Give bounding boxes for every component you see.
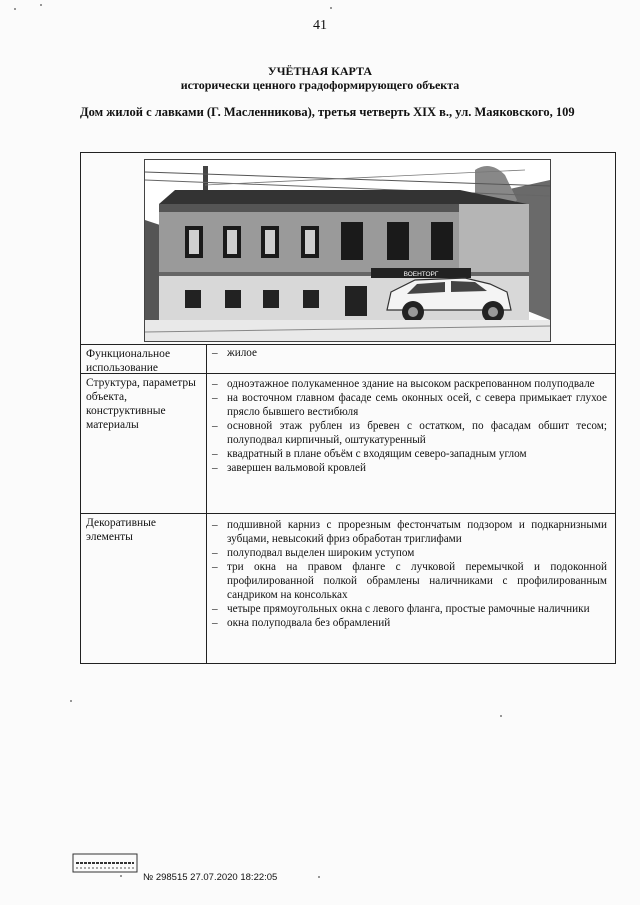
list-item: – на восточном главном фасаде семь оконных осей, с севера примыкает глухое прясло бывшего вестибюля [212,392,607,418]
doc-number: № 298515 27.07.2020 18:22:05 [143,872,278,883]
shop-sign: ВОЕНТОРГ [403,271,439,278]
card-subtitle: исторически ценного градоформирующего объекта [180,78,460,92]
object-name: Дом жилой с лавками (Г. Масленникова), третья четверть XIX в., ул. Маяковского, 109 [80,105,575,119]
list-item: – три окна на правом фланге с лучковой перемычкой и подоконной профилированной полкой обрамлены наличниками с профилированным сандриком на консольках [212,561,607,601]
list-item: – основной этаж рублен из бревен с остатком, по фасадам обшит тесом; полуподвал кирпичный, оштукатуренный [212,420,607,446]
list-item: – полуподвал выделен широким уступом [212,547,415,559]
list-item: – одноэтажное полукаменное здание на высоком раскрепованном полуподвале [212,378,595,390]
list-item: – жилое [212,347,257,359]
list-item: – завершен вальмовой кровлей [212,462,366,474]
row-label-structure: Структура, параметры объекта, конструктивные материалы [86,377,196,431]
list-item: – подшивной карниз с прорезным фестончатым подзором и подкарнизными зубцами, невысокий фриз обработан триглифами [212,519,607,545]
row-function [81,344,615,373]
row-decorative [81,513,615,663]
registration-stamp-icon [72,853,138,873]
row-structure [81,373,615,513]
card-title: УЧЁТНАЯ КАРТА [267,64,373,78]
building-photo [144,159,551,342]
card-table [80,152,616,664]
list-item: – окна полуподвала без обрамлений [212,617,391,629]
list-item: – четыре прямоугольных окна с левого фланга, простые рамочные наличники [212,603,590,615]
page-number: 41 [313,18,327,33]
row-label-decorative: Декоративные элементы [86,517,156,543]
row-label-function: Функциональное использование [86,348,171,374]
list-item: – квадратный в плане объём с входящим северо-западным углом [212,448,527,460]
